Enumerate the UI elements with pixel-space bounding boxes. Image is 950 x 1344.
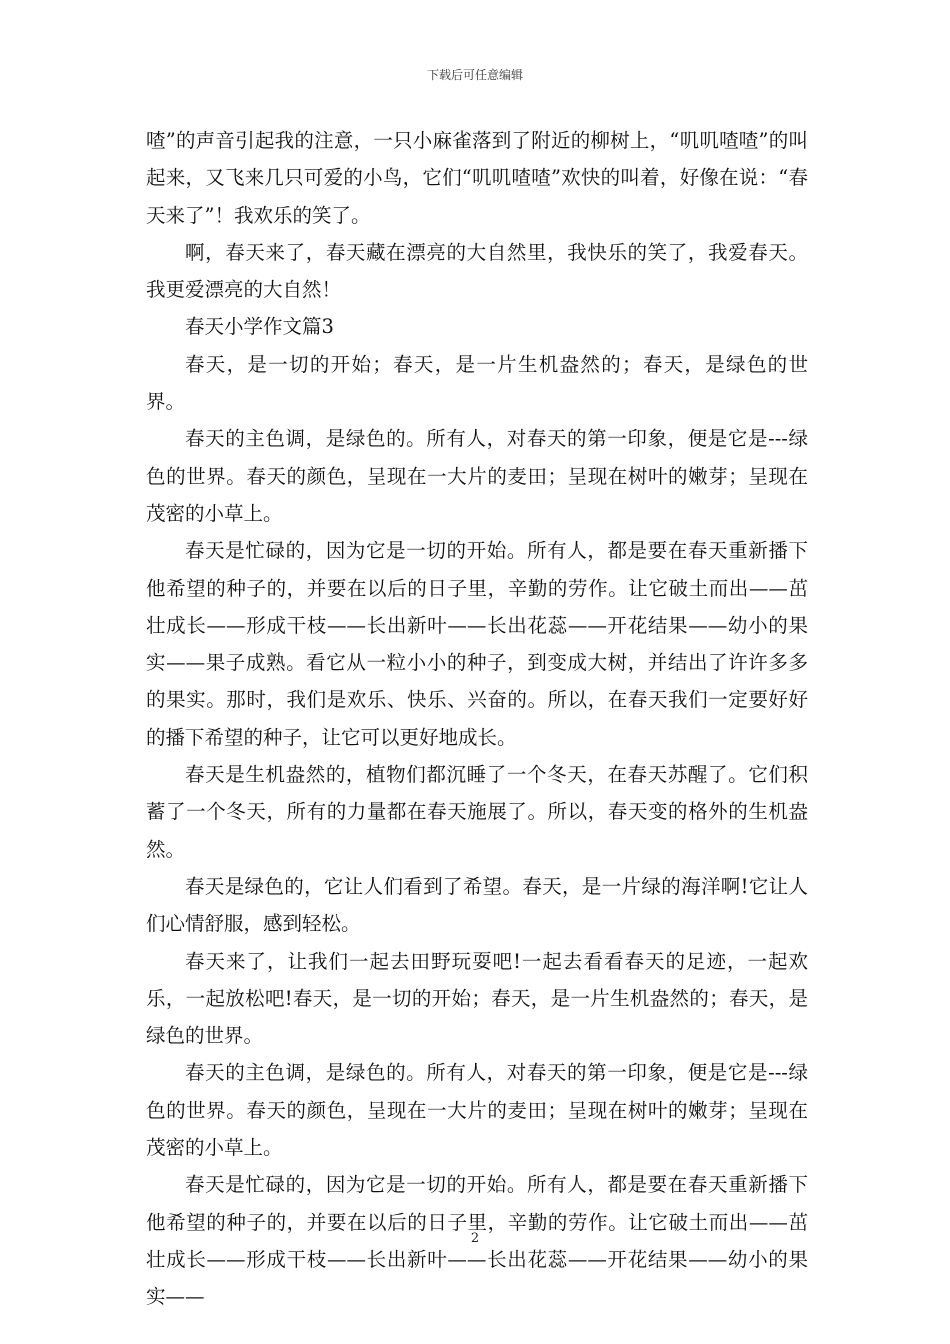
page-number: 2 xyxy=(470,1231,480,1246)
paragraph: 啊，春天来了，春天藏在漂亮的大自然里，我快乐的笑了，我爱春天。我更爱漂亮的大自然！ xyxy=(146,240,808,302)
document-body xyxy=(146,122,808,1316)
paragraph: 春天的主色调，是绿色的。所有人，对春天的第一印象，便是它是---绿色的世界。春天的颜色，呈现在一大片的麦田；呈现在树叶的嫩芽；呈现在茂密的小草上。 xyxy=(146,427,808,525)
paragraph: 喳”的声音引起我的注意，一只小麻雀落到了附近的柳树上，“叽叽喳喳”的叫起来，又飞来几只可爱的小鸟，它们“叽叽喳喳”欢快的叫着，好像在说：“春天来了”！我欢乐的笑了。 xyxy=(146,129,808,227)
paragraph: 春天的主色调，是绿色的。所有人，对春天的第一印象，便是它是---绿色的世界。春天的颜色，呈现在一大片的麦田；呈现在树叶的嫩芽；呈现在茂密的小草上。 xyxy=(146,1061,808,1160)
paragraph: 春天是忙碌的，因为它是一切的开始。所有人，都是要在春天重新播下他希望的种子的，并要在以后的日子里，辛勤的劳作。让它破土而出——茁壮成长——形成干枝——长出新叶——长出花蕊——开花结果——幼小的果实—— xyxy=(146,1173,808,1309)
section-heading: 春天小学作文篇3 xyxy=(185,315,334,339)
paragraph: 春天来了，让我们一起去田野玩耍吧!一起去看看春天的足迹，一起欢乐，一起放松吧!春天，是一切的开始；春天，是一片生机盎然的；春天，是绿色的世界。 xyxy=(146,949,808,1048)
page-header: 下载后可任意编辑 xyxy=(426,68,523,82)
paragraph: 春天是生机盎然的，植物们都沉睡了一个冬天，在春天苏醒了。它们积蓄了一个冬天，所有的力量都在春天施展了。所以，春天变的格外的生机盎然。 xyxy=(146,763,808,861)
paragraph: 春天，是一切的开始；春天，是一片生机盎然的；春天，是绿色的世界。 xyxy=(146,352,808,414)
paragraph: 春天是绿色的，它让人们看到了希望。春天，是一片绿的海洋啊!它让人们心情舒服，感到轻松。 xyxy=(146,874,808,936)
paragraph: 春天是忙碌的，因为它是一切的开始。所有人，都是要在春天重新播下他希望的种子的，并要在以后的日子里，辛勤的劳作。让它破土而出——茁壮成长——形成干枝——长出新叶——长出花蕊——开花结果——幼小的果实——果子成熟。看它从一粒小小的种子，到变成大树，并结出了许许多多的果实。那时，我们是欢乐、快乐、兴奋的。所以，在春天我们一定要好好的播下希望的种子，让它可以更好地成长。 xyxy=(146,539,808,749)
